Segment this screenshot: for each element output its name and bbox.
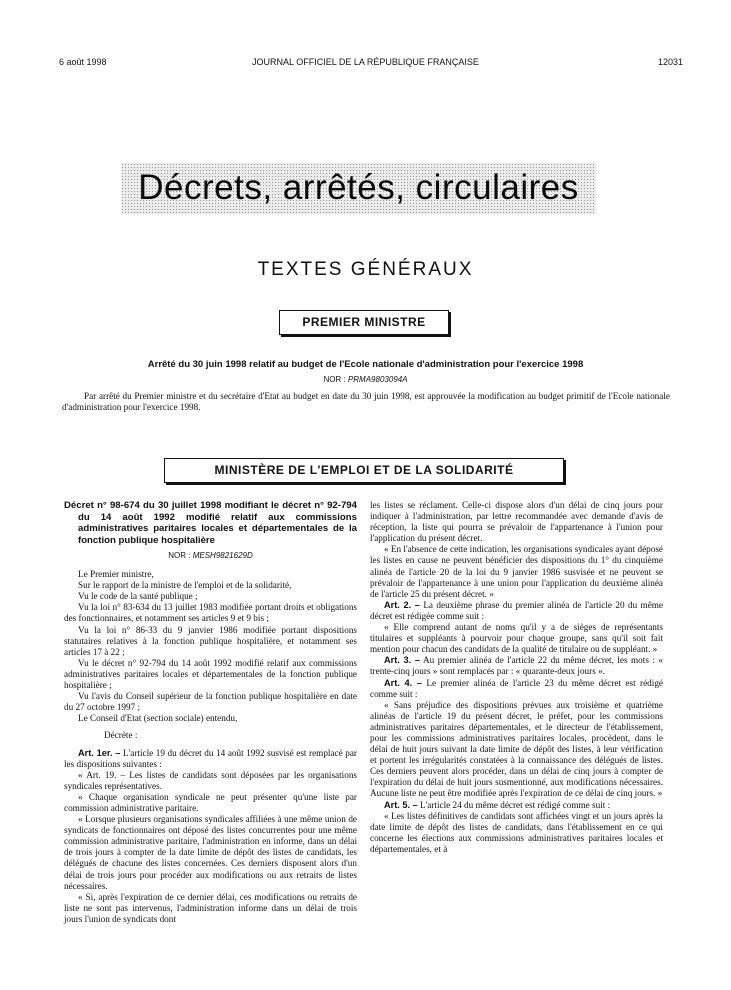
section-title: TEXTES GÉNÉRAUX	[257, 259, 474, 280]
arrete-title: Arrêté du 30 juin 1998 relatif au budget de l'Ecole nationale d'administration pour l'exercice 1998	[147, 359, 584, 370]
paragraph: Vu le code de la santé publique ;	[78, 591, 198, 602]
paragraph: Sur le rapport de la ministre de l'emploi et de la solidarité,	[78, 580, 292, 591]
paragraph: « Chaque organisation syndicale ne peut présenter qu'une liste par commission administrative paritaire.	[64, 791, 357, 813]
article-text: Le premier alinéa de l'article 23 du même décret est rédigé comme suit :	[370, 677, 664, 699]
article-text: La deuxième phrase du premier alinéa de l'article 20 du même décret est rédigée comme suit :	[370, 599, 664, 621]
band-title: Décrets, arrêtés, circulaires	[138, 168, 579, 207]
paragraph: Le Premier ministre,	[78, 569, 154, 580]
nor-label: NOR :	[168, 551, 191, 560]
paragraph: « Elle comprend autant de noms qu'il y a de sièges de représentants titulaires et suppléants à pourvoir pour chaque groupe, sans qu'il soit fait mention pour chacun des candidats de la qualité de titulaire ou de suppléant. »	[370, 622, 663, 655]
decrete: Décrète :	[104, 730, 138, 741]
article-label: Art. 3. –	[384, 655, 421, 666]
article-4	[370, 678, 663, 700]
ministry-heading-premier: PREMIER MINISTRE	[279, 310, 449, 335]
decret-title-rest: n° 92-794 du 14 août 1992 modifié relatif aux commissions administratives paritaires locales et départementales de la fonction publique hospitalière	[78, 500, 357, 546]
article-label: Art. 5. –	[384, 799, 418, 810]
paragraph: « Art. 19. – Les listes de candidats sont déposées par les organisations syndicales représentatives.	[64, 769, 357, 791]
paragraph: « En l'absence de cette indication, les organisations syndicales ayant déposé les listes en cause ne peuvent bénéficier des dispositions du 1° du cinquième alinéa de l'article 20 de la loi du 9 janvier 1986 susvisée et ne peuvent se prévaloir de l'appartenance à une union pour l'application du deuxième alinéa de l'article 25 du présent décret. »	[370, 544, 663, 599]
paragraph: « Sans préjudice des dispositions prévues aux troisième et quatrième alinéas de l'article 19 du présent décret, le préfet, pour les commissions administratives paritaires départementales, et le directeur de l'établissement, pour les commissions administratives paritaires locales, procèdent, dans le délai de huit jours suivant la date limite de dépôt des listes, à leur vérification et portent les irrégularités constatées à la connaissance des délégués de listes. Ces derniers peuvent alors procéder, dans un délai de cinq jours à compter de l'expiration du délai de huit jours susmentionné, aux modifications nécessaires. Aucune liste ne peut être modifiée après l'expiration de ce délai de cinq jours. »	[370, 699, 663, 799]
article-3	[370, 655, 663, 677]
right-column	[370, 500, 663, 855]
decret-title-first: Décret n° 98-674 du 30 juillet 1998 modifiant le décret	[64, 500, 311, 511]
article-1	[64, 748, 357, 770]
nor-label: NOR :	[323, 375, 346, 384]
article-5	[370, 800, 663, 811]
arrete-body: Par arrêté du Premier ministre et du secrétaire d'Etat au budget en date du 30 juin 1998, est approuvée la modification au budget primitif de l'Ecole nationale d'administration pour l'exercice 1998.	[62, 391, 670, 412]
paragraph: « Si, après l'expiration de ce dernier délai, ces modifications ou retraits de liste ne sont pas intervenus, l'administration informe dans un délai de trois jours l'union de syndicats dont	[64, 891, 357, 924]
article-text: L'article 19 du décret du 14 août 1992 susvisé est remplacé par les dispositions suivantes :	[64, 747, 357, 769]
header-page-number: 12031	[657, 57, 683, 67]
nor-code: PRMA9803094A	[347, 375, 408, 384]
paragraph: Vu l'avis du Conseil supérieur de la fonction publique hospitalière en date du 27 octobre 1997 ;	[64, 691, 357, 713]
paragraph: les listes se réclament. Celle-ci dispose alors d'un délai de cinq jours pour indiquer à l'administration, par lettre recommandée avec demande d'avis de réception, la liste qui pourra se prévaloir de l'appartenance à l'union pour l'application du présent décret.	[370, 500, 663, 544]
paragraph: Vu la loi n° 83-634 du 13 juillet 1983 modifiée portant droits et obligations des fonctionnaires, et notamment ses articles 9 et 9 bis ;	[64, 602, 357, 624]
article-text: Au premier alinéa de l'article 22 du même décret, les mots : « trente-cinq jours » sont remplacés par : « quarante-deux jours ».	[370, 655, 663, 677]
paragraph: « Les listes définitives de candidats sont affichées vingt et un jours après la date limite de dépôt des listes de candidats, dans l'établissement en ce qui concerne les élections aux commissions administratives paritaires locales et départementales, et à	[370, 810, 663, 854]
paragraph: « Lorsque plusieurs organisations syndicales affiliées à une même union de syndicats de fonctionnaires ont déposé des listes concurrentes pour une même commission administrative paritaire, l'administration en informe, dans un délai de trois jours à compter de la date limite de dépôt des listes de candidats, les délégués de chacune des listes concernées. Ces derniers disposent alors d'un délai de trois jours pour procéder aux modifications ou aux retraits de listes nécessaires.	[64, 814, 357, 891]
ministry-heading-emploi: MINISTÈRE DE L'EMPLOI ET DE LA SOLIDARITÉ	[164, 458, 564, 483]
decret-title	[64, 500, 357, 546]
article-label: Art. 2. –	[384, 599, 420, 610]
title-band	[121, 163, 596, 214]
article-text: L'article 24 du même décret est rédigé comme suit :	[420, 799, 611, 810]
nor-code: MESH9821629D	[192, 551, 253, 560]
paragraph: Le Conseil d'Etat (section sociale) entendu,	[78, 713, 238, 724]
arrete-nor	[0, 375, 731, 384]
article-label: Art. 4. –	[384, 677, 422, 688]
paragraph: Vu la loi n° 86-33 du 9 janvier 1986 modifiée portant dispositions statutaires relatives à la fonction publique hospitalière, et notamment ses articles 17 à 22 ;	[64, 624, 357, 657]
article-label: Art. 1er. –	[78, 747, 121, 758]
decret-nor	[64, 550, 357, 561]
left-column	[64, 500, 357, 925]
article-2	[370, 600, 663, 622]
paragraph: Vu le décret n° 92-794 du 14 août 1992 modifié relatif aux commissions administratives paritaires locales et départementales de la fonction publique hospitalière ;	[64, 657, 357, 691]
header-date: 6 août 1998	[59, 57, 107, 67]
header-journal-title: JOURNAL OFFICIEL DE LA RÉPUBLIQUE FRANÇAISE	[252, 57, 479, 67]
